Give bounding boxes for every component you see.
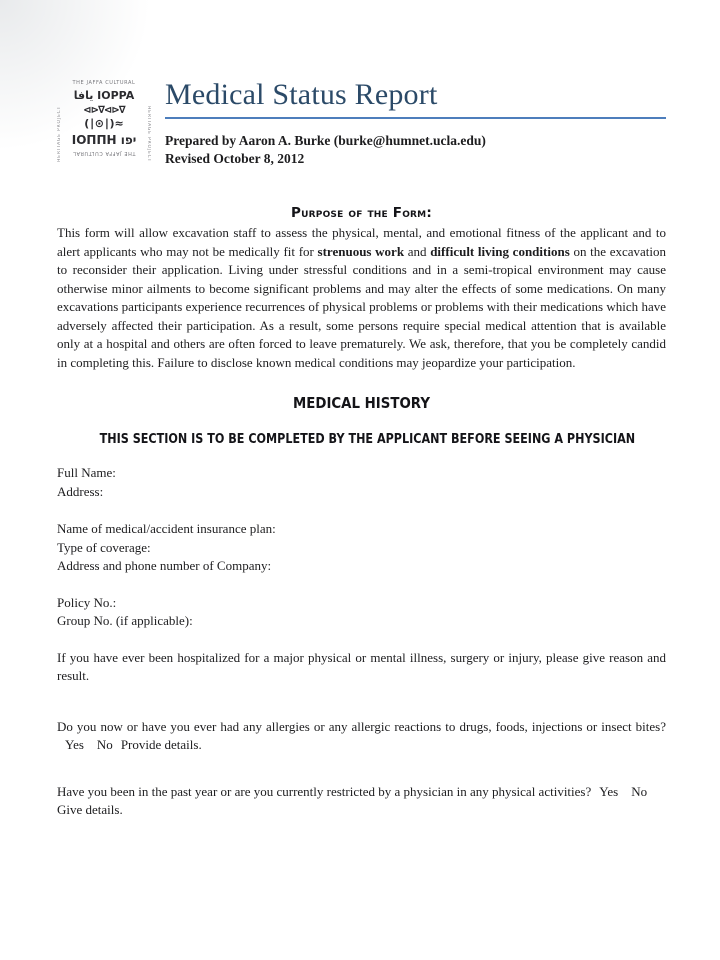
insurance-fields bbox=[57, 520, 666, 576]
revised-date-line: Revised October 8, 2012 bbox=[165, 151, 305, 167]
yes-label: Yes bbox=[65, 737, 84, 752]
logo-script-greek-hebrew: ΙΟΠΠΗ יפו bbox=[71, 133, 137, 148]
page-title: Medical Status Report bbox=[165, 78, 438, 111]
question-allergies bbox=[57, 718, 666, 755]
question-restricted-activities bbox=[57, 783, 666, 802]
question-hospitalized: If you have ever been hospitalized for a major physical or mental illness, surgery or injury, please give reason and result. bbox=[57, 649, 666, 683]
purpose-segment: This form will allow excavation staff to assess the physical, mental, and emotional fitness of the applicant and to alert applicants who may not be medically fit for bbox=[57, 225, 666, 259]
jaffa-heritage-project-logo bbox=[57, 78, 151, 190]
medical-history-heading: MEDICAL HISTORY bbox=[293, 394, 430, 412]
purpose-segment-bold-strenuous-work: strenuous work bbox=[317, 243, 405, 259]
purpose-segment: and bbox=[404, 243, 431, 259]
title-underline-rule bbox=[165, 117, 666, 119]
applicant-section-heading: THIS SECTION IS TO BE COMPLETED BY THE APPLICANT BEFORE SEEING A PHYSICIAN bbox=[99, 432, 636, 447]
field-policy-number: Policy No.: bbox=[57, 594, 117, 610]
provide-details-label: Provide details. bbox=[120, 737, 202, 752]
field-full-name: Full Name: bbox=[57, 465, 116, 480]
field-group-number: Group No. (if applicable): bbox=[57, 613, 193, 628]
prepared-by-line: Prepared by Aaron A. Burke (burke@humnet.ucla.edu) bbox=[165, 133, 486, 148]
no-label: No bbox=[631, 783, 648, 799]
field-insurance-plan: Name of medical/accident insurance plan: bbox=[57, 521, 276, 536]
field-address: Address: bbox=[57, 483, 104, 499]
identity-fields bbox=[57, 464, 666, 501]
logo-border-bottom-label: THE JAFFA CULTURAL bbox=[72, 150, 136, 157]
purpose-of-form-heading: Purpose of the Form: bbox=[291, 205, 432, 221]
question-allergies-text: Do you now or have you ever had any allergies or any allergic reactions to drugs, foods, injections or insect bites? bbox=[57, 718, 666, 734]
question-restricted-text: Have you been in the past year or are you currently restricted by a physician in any physical activities? bbox=[57, 783, 592, 799]
yes-label: Yes bbox=[599, 783, 619, 799]
give-details-label: Give details. bbox=[57, 802, 123, 817]
purpose-segment: on the excavation to reconsider their application. Living under stressful conditions and in a semi-tropical environment may cause otherwise minor ailments to become significant problems and may alter the effects of some medications. On many excavations participants experience recurrences of physical problems or problems with their medications which have adversely affected their participation. As a result, some persons require special medical attention that is available only at a hospital and others are often forced to leave prematurely. We ask, therefore, that you be completely candid in completing this. Failure to disclose known medical conditions may jeopardize your participation. bbox=[57, 243, 666, 370]
no-label: No bbox=[96, 737, 113, 752]
purpose-segment-bold-living-conditions: difficult living conditions bbox=[430, 243, 570, 259]
header-text-block bbox=[165, 78, 666, 168]
field-coverage-type: Type of coverage: bbox=[57, 539, 151, 555]
logo-script-cuneiform: ⊲⊳∇⊲⊳∇ bbox=[83, 104, 125, 116]
logo-border-top-label: THE JAFFA CULTURAL bbox=[72, 80, 136, 86]
purpose-paragraph bbox=[57, 224, 666, 372]
logo-script-hieroglyphic: (∣⊙∣)≈ bbox=[84, 117, 124, 131]
policy-fields bbox=[57, 594, 666, 631]
document-header bbox=[57, 78, 666, 190]
logo-side-label-right: HERITAGE PROJECT bbox=[146, 105, 151, 163]
logo-side-label-left: HERITAGE PROJECT bbox=[57, 105, 62, 163]
field-company-address-phone: Address and phone number of Company: bbox=[57, 558, 272, 573]
logo-scripts bbox=[65, 89, 143, 148]
logo-script-arabic-greek: يافا IOPPA bbox=[73, 89, 135, 102]
